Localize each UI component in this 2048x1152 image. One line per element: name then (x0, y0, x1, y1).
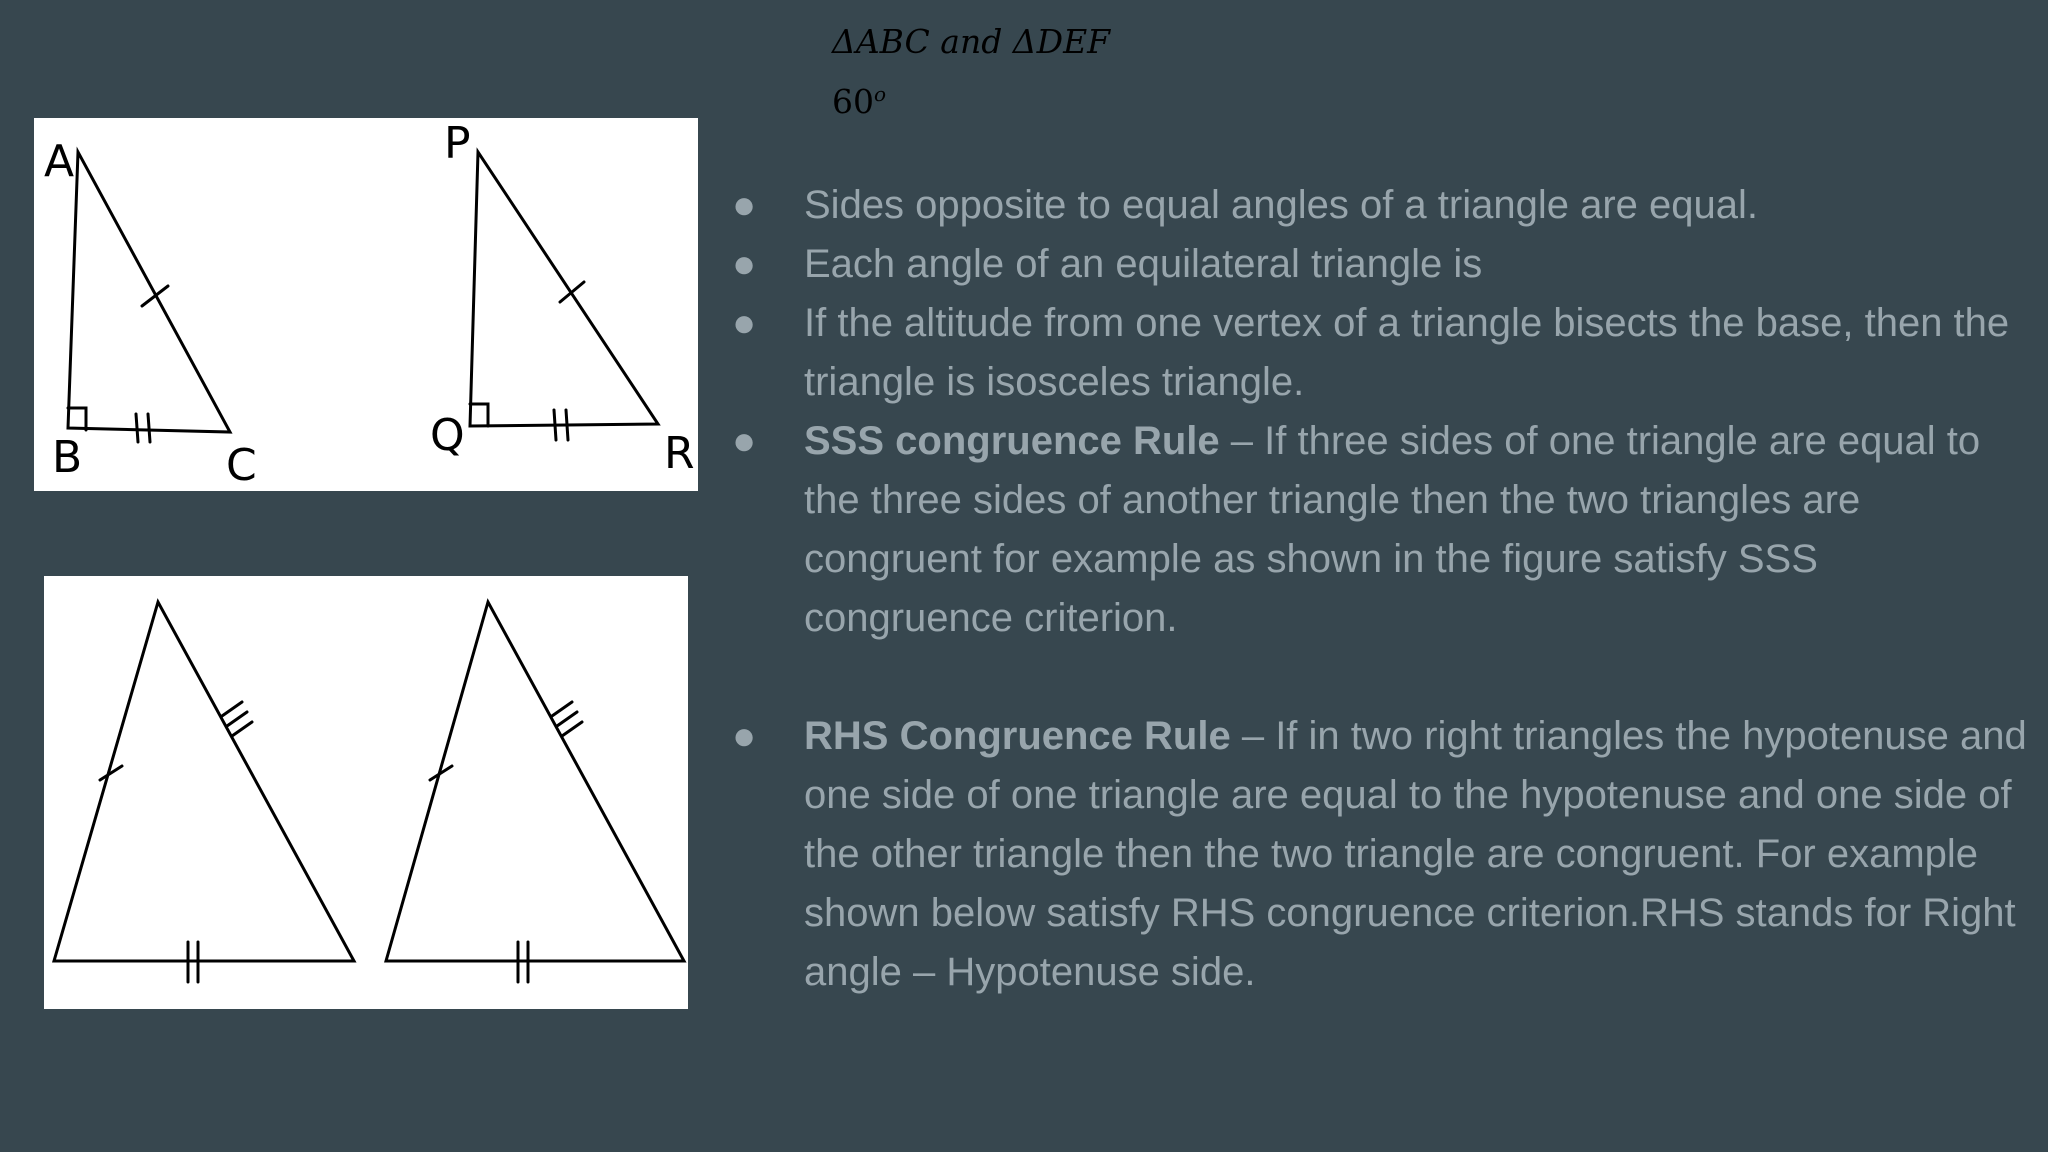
ticks-right-side-2 (552, 702, 582, 736)
rhs-rule-text: – If in two right triangles the hypotenuse and one side of one triangle are equal to the hypotenuse and one side of the other triangle then the two triangle are congruent. For example shown below satisfy RHS congruence criterion.RHS stands for Right angle – Hypotenuse side. (804, 714, 2027, 994)
rules-bullet-list (732, 176, 2032, 1002)
label-c: C (226, 440, 257, 491)
bullet-item (732, 294, 2032, 412)
right-triangles-figure (34, 118, 698, 491)
triangle-abc (68, 152, 230, 432)
bullet-item-sss (732, 412, 2032, 648)
bullet-item-rhs (732, 707, 2032, 1002)
bullet-marker: ● (732, 714, 757, 758)
bullet-marker: ● (732, 242, 757, 286)
math-angle (832, 82, 886, 121)
bullet-item (732, 235, 2032, 294)
sss-rule-title: SSS congruence Rule (804, 419, 1220, 463)
sss-rule-text: – If three sides of one triangle are equal to the three sides of another triangle then the two triangles are congruent for example as shown in the figure satisfy SSS congruence criterion. (804, 419, 1981, 640)
math-title: ΔABC and ΔDEF (832, 22, 1111, 61)
right-triangles-svg (34, 118, 698, 491)
triangle-right (386, 602, 684, 961)
ticks-base-bc (136, 414, 150, 442)
bullet-marker: ● (732, 419, 757, 463)
label-b: B (52, 432, 83, 483)
sss-triangles-figure (44, 576, 688, 1009)
bullet-marker: ● (732, 301, 757, 345)
bullet-item (732, 176, 2032, 235)
bullet-text: Sides opposite to equal angles of a triangle are equal. (804, 183, 1759, 227)
label-q: Q (430, 410, 465, 461)
label-r: R (664, 428, 695, 479)
bullet-text: Each angle of an equilateral triangle is (804, 242, 1483, 286)
bullet-text: If the altitude from one vertex of a triangle bisects the base, then the triangle is isosceles triangle. (804, 301, 2010, 404)
sss-triangles-svg (44, 576, 688, 1009)
triangle-pqr (470, 152, 658, 426)
ticks-left-side-2 (222, 702, 252, 736)
label-p: P (444, 118, 471, 169)
triangle-left (54, 602, 354, 961)
angle-degree: o (874, 82, 887, 106)
bullet-marker: ● (732, 183, 757, 227)
label-a: A (44, 136, 75, 187)
tick-hypotenuse-ac (142, 286, 168, 306)
right-angle-mark-q (470, 404, 488, 426)
angle-value: 60 (832, 82, 874, 121)
rhs-rule-title: RHS Congruence Rule (804, 714, 1231, 758)
tick-hypotenuse-pr (560, 282, 584, 302)
